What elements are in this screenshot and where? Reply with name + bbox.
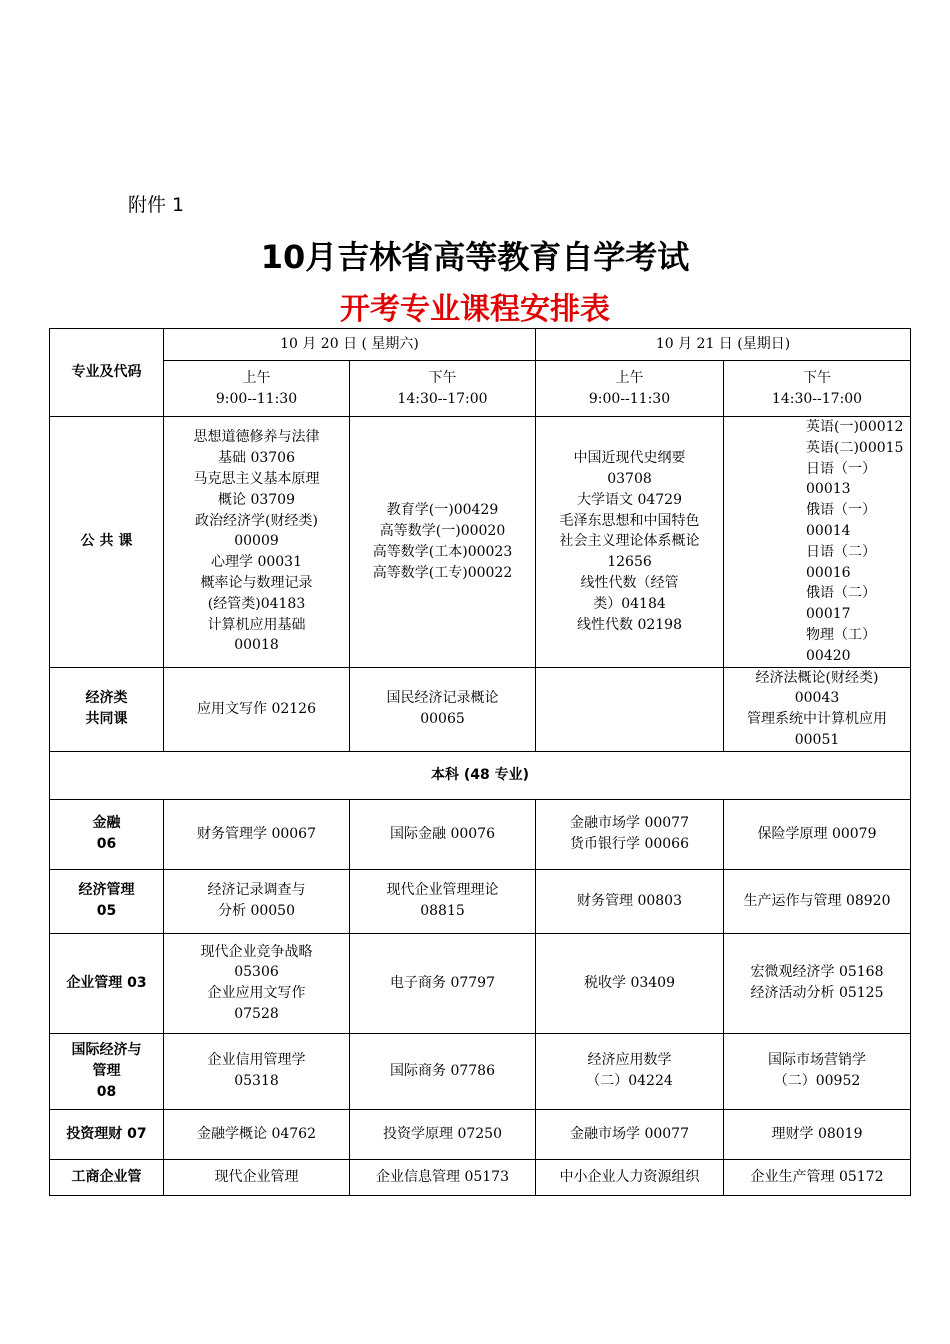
course-cell <box>536 1109 724 1159</box>
major-label <box>50 1109 164 1159</box>
cell-line: 电子商务 07797 <box>390 974 495 991</box>
course-cell <box>350 933 536 1033</box>
course-cell <box>164 417 350 668</box>
cell-line: 英语(一)00012 <box>806 419 904 435</box>
cell-line: （二）04224 <box>586 1073 673 1090</box>
course-cell <box>536 869 724 933</box>
major-label <box>50 869 164 933</box>
cell-line: 日语（一）00013 <box>806 460 876 498</box>
public-course-label: 公 共 课 <box>50 417 164 668</box>
cell-line: 线性代数（经管 <box>580 574 679 591</box>
course-cell <box>724 417 911 668</box>
cell-line: 经济应用数学 <box>587 1052 672 1069</box>
cell-line: 高等数学(工专)00022 <box>372 564 513 581</box>
cell-line: 金融 <box>92 815 121 832</box>
course-cell <box>724 1159 911 1195</box>
title-main: 10月吉林省高等教育自学考试 <box>260 238 690 276</box>
cell-line: 中国近现代史纲要 <box>573 450 686 467</box>
course-cell <box>724 667 911 751</box>
course-cell <box>536 933 724 1033</box>
cell-line: 经济法概论(财经类) <box>755 669 879 686</box>
course-cell <box>164 1033 350 1109</box>
cell-line: 金融市场学 00077 <box>570 1125 689 1142</box>
public-course-row <box>50 417 911 668</box>
major-row <box>50 1109 911 1159</box>
cell-line: 共同课 <box>85 711 128 728</box>
cell-line: 07528 <box>234 1006 279 1023</box>
cell-line: 企业管理 03 <box>66 974 147 991</box>
course-cell <box>536 417 724 668</box>
cell-line: 概论 03709 <box>218 491 295 508</box>
cell-line: 概率论与数理记录 <box>200 574 313 591</box>
cell-line: 物理（工）00420 <box>806 626 876 664</box>
major-code-header: 专业及代码 <box>50 329 164 417</box>
cell-line: 金融学概论 04762 <box>197 1125 316 1142</box>
major-label <box>50 933 164 1033</box>
cell-line: 03708 <box>607 470 652 487</box>
cell-line: 00043 <box>794 690 840 707</box>
cell-line: 国际金融 00076 <box>390 825 495 842</box>
cell-line: 08 <box>96 1083 117 1100</box>
cell-line: 企业生产管理 05172 <box>750 1168 884 1185</box>
course-cell <box>724 1109 911 1159</box>
cell-line: 俄语（二）00017 <box>806 585 876 623</box>
cell-line: 国际商务 07786 <box>390 1062 495 1079</box>
major-label <box>50 799 164 869</box>
cell-line: 现代企业管理理论 <box>386 882 499 899</box>
course-cell <box>536 799 724 869</box>
cell-line: 基础 03706 <box>218 450 295 467</box>
cell-line: 保险学原理 00079 <box>757 825 877 842</box>
cell-line: 05318 <box>234 1073 279 1090</box>
cell-line: 类）04184 <box>593 595 666 612</box>
cell-line: 分析 00050 <box>218 903 295 920</box>
cell-line: 05 <box>96 903 117 920</box>
cell-line: 政治经济学(财经类) <box>195 512 318 529</box>
cell-line: 企业信用管理学 <box>207 1052 306 1069</box>
major-label <box>50 1159 164 1195</box>
cell-line: （二）00952 <box>773 1073 861 1090</box>
cell-line: 管理 <box>92 1062 121 1079</box>
cell-line: 高等数学(一)00020 <box>379 522 506 539</box>
cell-line: 马克思主义基本原理 <box>193 470 320 487</box>
cell-line: 工商企业管 <box>71 1168 142 1185</box>
section-title: 本科 (48 专业) <box>50 751 911 799</box>
major-row <box>50 799 911 869</box>
cell-line: (经管类)04183 <box>207 595 306 612</box>
course-cell <box>164 1109 350 1159</box>
cell-line: 教育学(一)00429 <box>386 502 499 519</box>
session-cell: 上午 9:00--11:30 <box>164 361 350 417</box>
day2-header: 10 月 21 日 (星期日) <box>536 329 911 361</box>
cell-line: 生产运作与管理 08920 <box>743 892 891 909</box>
cell-line: 现代企业管理 <box>214 1168 299 1185</box>
cell-line: 国际经济与 <box>71 1042 142 1059</box>
title-sub: 开考专业课程安排表 <box>340 292 610 327</box>
course-cell <box>536 1033 724 1109</box>
cell-line: 经济活动分析 05125 <box>750 985 884 1002</box>
cell-line: 日语（二）00016 <box>806 543 876 581</box>
cell-line: 05306 <box>234 964 279 981</box>
course-cell <box>350 1109 536 1159</box>
cell-line: 国民经济记录概论 <box>386 690 499 707</box>
cell-line: 社会主义理论体系概论 <box>559 533 700 550</box>
course-cell <box>164 1159 350 1195</box>
cell-line: 经济记录调查与 <box>207 882 306 899</box>
econ-common-row <box>50 667 911 751</box>
cell-line: 企业信息管理 05173 <box>376 1168 509 1185</box>
course-cell <box>164 933 350 1033</box>
cell-line: 12656 <box>607 554 652 571</box>
cell-line: 金融市场学 00077 <box>570 815 689 832</box>
course-cell <box>724 933 911 1033</box>
course-cell <box>724 1033 911 1109</box>
attachment-label: 附件 1 <box>128 194 185 216</box>
course-cell <box>724 869 911 933</box>
major-row <box>50 869 911 933</box>
course-cell <box>536 1159 724 1195</box>
econ-common-label <box>50 667 164 751</box>
course-cell <box>350 1033 536 1109</box>
cell-line: 心理学 00031 <box>211 554 302 571</box>
cell-line: 大学语文 04729 <box>577 491 682 508</box>
major-row <box>50 933 911 1033</box>
cell-line: 经济管理 <box>78 882 135 899</box>
day-header-row <box>50 329 911 361</box>
cell-line: 国际市场营销学 <box>768 1052 866 1069</box>
schedule-table <box>49 328 911 1196</box>
cell-line: 计算机应用基础 <box>207 616 306 633</box>
course-cell <box>536 667 724 751</box>
session-cell: 上午 9:00--11:30 <box>536 361 724 417</box>
cell-line: 税收学 03409 <box>584 974 675 991</box>
cell-line: 俄语（一）00014 <box>806 502 876 539</box>
cell-line: 00009 <box>234 533 279 550</box>
cell-line: 财务管理 00803 <box>577 892 682 909</box>
cell-line: 财务管理学 00067 <box>197 825 316 842</box>
cell-line: 毛泽东思想和中国特色 <box>559 512 700 529</box>
session-cell: 下午 14:30--17:00 <box>350 361 536 417</box>
course-cell <box>724 799 911 869</box>
major-label <box>50 1033 164 1109</box>
session-header-row <box>50 361 911 417</box>
cell-line: 线性代数 02198 <box>577 616 682 633</box>
major-row <box>50 1159 911 1195</box>
cell-line: 现代企业竞争战略 <box>200 943 313 960</box>
course-cell <box>350 417 536 668</box>
cell-line: 高等数学(工本)00023 <box>372 543 513 560</box>
course-cell <box>350 869 536 933</box>
cell-line: 投资理财 07 <box>66 1125 147 1142</box>
course-cell <box>164 667 350 751</box>
course-cell <box>350 1159 536 1195</box>
cell-line: 理财学 08019 <box>771 1125 863 1142</box>
cell-line: 00065 <box>420 711 465 728</box>
cell-line: 货币银行学 00066 <box>570 836 689 853</box>
course-cell <box>350 667 536 751</box>
cell-line: 宏微观经济学 05168 <box>750 964 884 981</box>
cell-line: 经济类 <box>85 690 128 707</box>
section-row <box>50 751 911 799</box>
course-cell <box>350 799 536 869</box>
cell-line: 06 <box>96 836 117 853</box>
course-cell <box>164 799 350 869</box>
cell-line: 中小企业人力资源组织 <box>559 1168 700 1185</box>
day1-header: 10 月 20 日 ( 星期六) <box>164 329 536 361</box>
cell-line: 00051 <box>794 731 840 748</box>
cell-line: 应用文写作 02126 <box>197 700 316 717</box>
cell-line: 00018 <box>234 637 279 654</box>
course-cell <box>164 869 350 933</box>
session-cell: 下午 14:30--17:00 <box>724 361 911 417</box>
cell-line: 企业应用文写作 <box>207 985 306 1002</box>
major-row <box>50 1033 911 1109</box>
cell-line: 08815 <box>420 903 465 920</box>
cell-line: 管理系统中计算机应用 <box>747 711 887 728</box>
cell-line: 投资学原理 07250 <box>383 1125 502 1142</box>
cell-line: 思想道德修养与法律 <box>193 429 320 446</box>
cell-line: 英语(二)00015 <box>806 439 904 456</box>
